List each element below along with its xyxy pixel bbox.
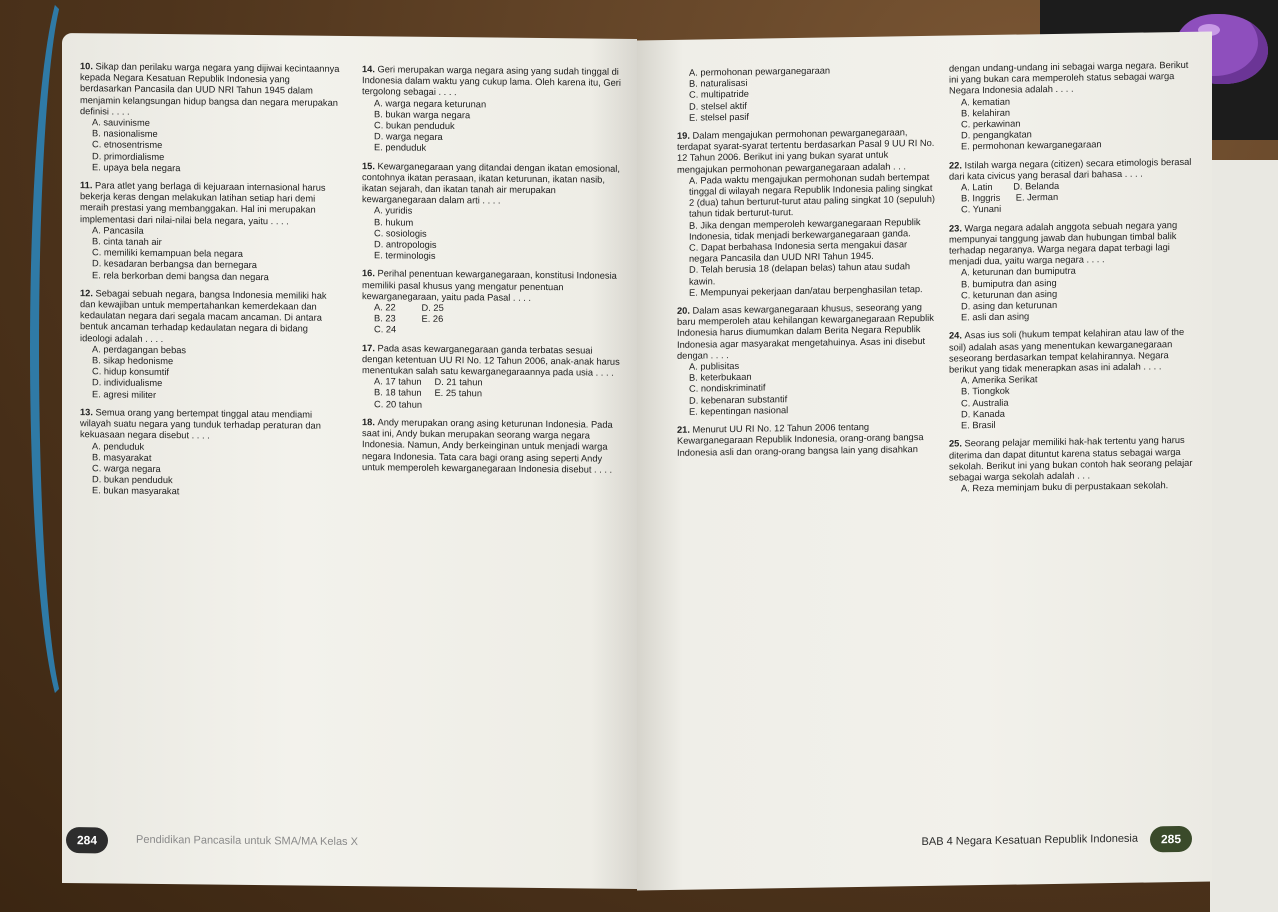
answer-option: B. hukum [374, 216, 414, 228]
question [949, 327, 1197, 432]
question [80, 61, 342, 176]
answer-option: A. 17 tahun D. 21 tahun [374, 376, 483, 388]
question-number: 21. [677, 424, 693, 435]
answer-option: A. kematian [961, 96, 1011, 108]
answer-option: C. keturunan dan asing [961, 288, 1058, 301]
answer-option: E. bukan masyarakat [92, 485, 180, 497]
answer-option: B. 23 E. 26 [374, 313, 444, 325]
answer-option: A. permohonan pewarganegaraan [689, 65, 831, 78]
right-column-1 [677, 64, 938, 466]
answer-option: C. perkawinan [961, 118, 1021, 130]
question-stem: 17. Pada asas kewarganegaraan ganda terbatas sesuai dengan ketentuan UU RI No. 12 Tahun 2006, anak-anak harus menentukan salah satu kewarganegaraannya pada usia . . . . [362, 342, 620, 378]
question-number: 15. [362, 160, 378, 171]
answer-option: D. warga negara [374, 131, 443, 143]
answer-option: D. stelsel aktif [689, 100, 747, 112]
answer-option: E. rela berkorban demi bangsa dan negara [92, 269, 269, 282]
question-number: 14. [362, 64, 378, 75]
question-stem: 21. Menurut UU RI No. 12 Tahun 2006 tentang Kewarganegaraan Republik Indonesia, orang-orang bangsa Indonesia asli dan orang-orang bangsa lain yang disahkan [677, 421, 924, 458]
open-book [62, 36, 1212, 904]
answer-option: D. kebenaran substantif [689, 393, 788, 406]
answer-option: C. Dapat berbahasa Indonesia serta mengakui dasar negara Pancasila dan UUD NRI Tahun 1945. [689, 239, 910, 264]
page-number-right: 285 [1150, 826, 1192, 853]
answer-option: C. bukan penduduk [374, 120, 455, 132]
question-stem: 18. Andy merupakan orang asing keturunan Indonesia. Pada saat ini, Andy bukan merupakan seorang warga negara Indonesia. Namun, Andy berkeinginan untuk menjadi warga negara Indonesia. Tata cara bagi orang asing seperti Andy untuk memperoleh kewarganegaraan Indonesia disebut . . . . [362, 417, 613, 475]
question-stem: 11. Para atlet yang berlaga di kejuaraan internasional harus bekerja keras dengan melakukan latihan setiap hari demi meraih prestasi yang membanggakan. Hal ini merupakan implementasi dari nilai-nilai bela negara, yaitu . . . . [80, 180, 326, 227]
answer-option: C. hidup konsumtif [92, 366, 169, 378]
question-number: 11. [80, 180, 95, 191]
left-column-2 [362, 64, 624, 483]
question-stem: dengan undang-undang ini sebagai warga negara. Berikut ini yang bukan cara memperoleh status sebagai warga Negara Indonesia adalah . . . . [949, 59, 1189, 97]
question-stem: 22. Istilah warga negara (citizen) secara etimologis berasal dari kata civicus yang berasal dari bahasa . . . . [949, 156, 1192, 182]
question [677, 127, 938, 299]
question [362, 269, 624, 339]
answer-option: E. Brasil [961, 419, 996, 431]
answer-option: A. 22 D. 25 [374, 302, 444, 314]
answer-option: D. primordialisme [92, 150, 165, 162]
answer-option: B. sikap hedonisme [92, 355, 174, 367]
answer-option: E. penduduk [374, 142, 427, 154]
answer-option: B. kelahiran [961, 107, 1011, 119]
answer-option: E. terminologis [374, 250, 436, 262]
answer-option: A. perdagangan bebas [92, 344, 187, 356]
answer-option: B. cinta tanah air [92, 236, 162, 248]
question [677, 421, 935, 459]
answer-option: C. memiliki kemampuan bela negara [92, 247, 243, 260]
question-number: 23. [949, 223, 965, 234]
question [949, 156, 1197, 216]
question-stem: 13. Semua orang yang bertempat tinggal atau mendiami wilayah suatu negara yang tunduk terhadap peraturan dan kekuasaan negara disebut . . . . [80, 407, 321, 441]
footer-right: BAB 4 Negara Kesatuan Republik Indonesia [921, 832, 1138, 849]
answer-option: B. Tiongkok [961, 386, 1010, 397]
answer-option: A. publisitas [689, 360, 740, 372]
answer-option: E. kepentingan nasional [689, 405, 789, 417]
answer-option: C. etnosentrisme [92, 139, 163, 151]
question-number: 19. [677, 130, 693, 141]
question-stem: 14. Geri merupakan warga negara asing yang sudah tinggal di Indonesia dalam waktu yang cukup lama. Oleh karena itu, Geri tergolong sebagai . . . . [362, 64, 621, 98]
answer-option: D. Kanada [961, 408, 1005, 420]
answer-option: D. antropologis [374, 239, 437, 250]
answer-option: D. individualisme [92, 377, 163, 389]
answer-option: A. Reza meminjam buku di perpustakaan sekolah. [961, 480, 1169, 494]
answer-option: C. Yunani [961, 204, 1002, 215]
answer-option: C. warga negara [92, 463, 161, 474]
question-stem: 12. Sebagai sebuah negara, bangsa Indonesia memiliki hak dan kewajiban untuk mempertahankan kemerdekaan dan kedaulatan negara dari segala macam ancaman. Di antara bentuk ancaman terhadap kedaulatan negara di bidang ideologi adalah . . . . [80, 288, 327, 344]
answer-option: A. sauvinisme [92, 117, 150, 128]
answer-option: E. Mempunyai pekerjaan dan/atau berpenghasilan tetap. [689, 283, 923, 298]
answer-option: C. 24 [374, 324, 397, 335]
question-stem: 23. Warga negara adalah anggota sebuah negara yang mempunyai tanggung jawab dan hubungan timbal balik terhadap negaranya. Warga negara dapat terbagi lagi menjadi dua, yaitu warga negara . . . . [949, 219, 1178, 267]
right-column-2 [949, 60, 1197, 502]
answer-option: C. Australia [961, 397, 1009, 409]
question-stem: 24. Asas ius soli (hukum tempat kelahiran atau law of the soil) adalah asas yang menentukan kewarganegaraan seseorang berdasarkan tempat kelahirannya. Negara berikut yang tidak menerapkan asas ini adalah . . . . [949, 327, 1185, 375]
question-stem: 19. Dalam mengajukan permohonan pewarganegaraan, terdapat syarat-syarat tertentu berdasarkan Pasal 9 UU RI No. 12 Tahun 2006. Berikut ini yang bukan syarat untuk mengajukan permohonan pewarganegaraan adalah . . . [677, 127, 935, 175]
question-stem: 10. Sikap dan perilaku warga negara yang dijiwai kecintaannya kepada Negara Kesatuan Republik Indonesia yang berdasarkan Pancasila dan UUD NRI Tahun 1945 dalam menjamin kelangsungan hidup bangsa dan negara merupakan definisi . . . . [80, 61, 340, 117]
question-number: 10. [80, 61, 96, 72]
question [80, 288, 342, 403]
right-page [637, 31, 1212, 890]
left-column-1 [80, 61, 342, 506]
answer-option: A. yuridis [374, 205, 413, 217]
answer-option: E. permohonan kewarganegaraan [961, 139, 1102, 152]
answer-option: B. keterbukaan [689, 371, 752, 383]
question-stem: 15. Kewarganegaraan yang ditandai dengan ikatan emosional, contohnya ikatan perasaan, ikatan keturunan, ikatan nasib, ikatan sejarah, dan ikatan tanah air merupakan kewarganegaraan dalam arti . . . . [362, 160, 620, 206]
answer-option: B. Jika dengan memperoleh kewarganegaraan Republik Indonesia, tidak menjadi berkewarganegaraan ganda. [689, 216, 924, 242]
answer-option: D. bukan penduduk [92, 474, 173, 486]
answer-option: A. Amerika Serikat [961, 374, 1038, 386]
answer-option: B. nasionalisme [92, 128, 158, 140]
answer-option: B. masyarakat [92, 452, 152, 463]
question [362, 161, 624, 265]
question [949, 60, 1197, 154]
answer-option: A. keturunan dan bumiputra [961, 266, 1076, 278]
answer-option: B. naturalisasi [689, 77, 748, 89]
question [80, 180, 342, 284]
question-number: 24. [949, 330, 965, 342]
answer-option: B. 18 tahun E. 25 tahun [374, 387, 483, 399]
question [362, 417, 624, 476]
question [362, 64, 624, 156]
question [677, 302, 935, 418]
answer-option: C. 20 tahun [374, 398, 423, 410]
answer-option: A. Pada waktu mengajukan permohonan sudah bertempat tinggal di wilayah negara Republik Indonesia paling singkat 2 (dua) tahun berturut-turut atau paling singkat 10 (sepuluh) tahun tidak berturut-turut. [689, 171, 938, 220]
left-page [62, 33, 637, 889]
footer-left: Pendidikan Pancasila untuk SMA/MA Kelas X [136, 833, 358, 849]
answer-option: A. penduduk [92, 440, 145, 452]
question-number: 25. [949, 438, 965, 449]
question [949, 435, 1197, 495]
question-number: 22. [949, 159, 965, 171]
question-stem: 25. Seorang pelajar memiliki hak-hak tertentu yang harus diterima dan dapat dituntut karena status sebagai warga sekolah. Berikut ini yang bukan contoh hak seorang pelajar sebagai warga sekolah adalah . . . [949, 435, 1193, 483]
answer-option: A. warga negara keturunan [374, 97, 487, 110]
answer-option: D. pengangkatan [961, 129, 1032, 141]
question [949, 219, 1197, 324]
answer-option: E. upaya bela negara [92, 162, 181, 174]
question [362, 343, 624, 413]
question-number: 17. [362, 342, 378, 353]
page-number-left: 284 [66, 827, 108, 853]
question-number: 18. [362, 417, 378, 428]
answer-option: D. asing dan keturunan [961, 299, 1058, 312]
answer-option: C. nondiskriminatif [689, 382, 766, 395]
answer-option: E. agresi militer [92, 388, 157, 400]
question-stem: 16. Perihal penentuan kewarganegaraan, konstitusi Indonesia memiliki pasal khusus yang mengatur penentuan kewarganegaraan, yaitu pada Pasal . . . . [362, 268, 617, 303]
question [80, 407, 342, 499]
answer-option: B. bumiputra dan asing [961, 277, 1057, 290]
answer-option: B. Inggris E. Jerman [961, 192, 1059, 204]
answer-option: D. kesadaran berbangsa dan bernegara [92, 258, 257, 271]
answer-option: B. bukan warga negara [374, 109, 471, 121]
question-number: 16. [362, 268, 378, 279]
answer-option: E. stelsel pasif [689, 111, 749, 123]
answer-option: A. Latin D. Belanda [961, 180, 1060, 193]
question-number: 20. [677, 305, 693, 316]
question [677, 64, 935, 124]
answer-option: C. multipatride [689, 89, 749, 101]
answer-option: D. Telah berusia 18 (delapan belas) tahun atau sudah kawin. [689, 261, 913, 287]
answer-option: C. sosiologis [374, 228, 427, 239]
side-paper [1210, 160, 1278, 912]
answer-option: A. Pancasila [92, 225, 144, 236]
answer-option: E. asli dan asing [961, 311, 1030, 323]
question-number: 12. [80, 288, 96, 299]
question-stem: 20. Dalam asas kewarganegaraan khusus, seseorang yang baru memperoleh atau kehilangan kewarganegaraan Republik Indonesia harus diumumkan dalam Berita Negara Republik Indonesia agar masyarakat mengetahuinya. Asas ini disebut dengan . . . . [677, 302, 934, 361]
question-number: 13. [80, 407, 96, 418]
